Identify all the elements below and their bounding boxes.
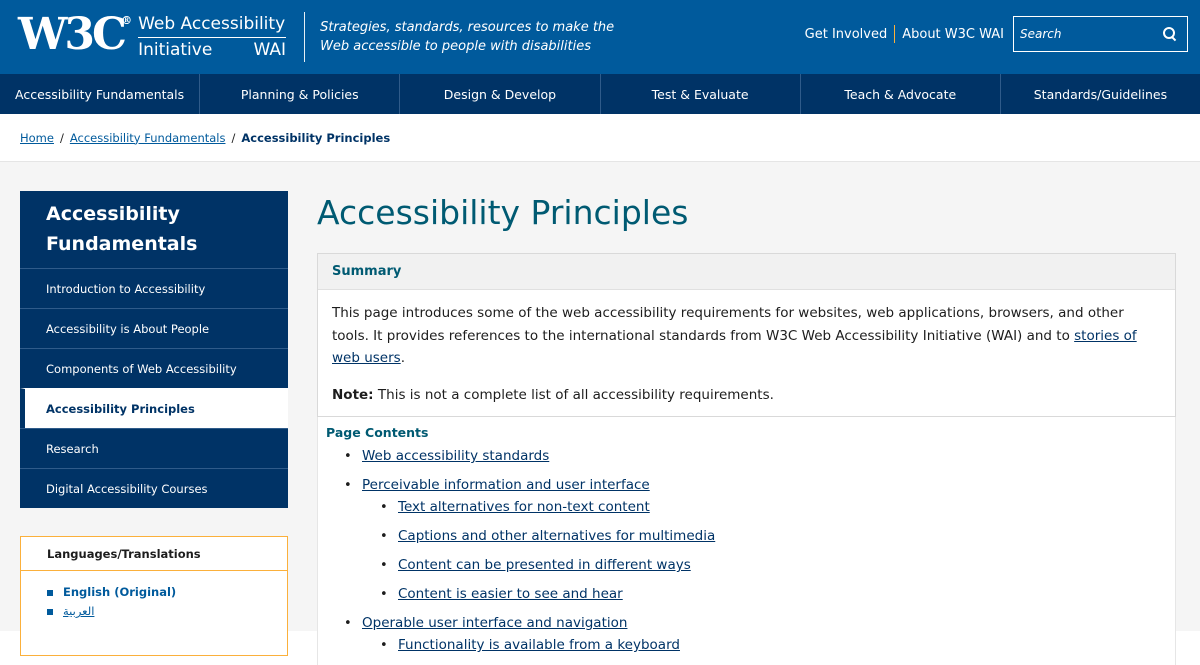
bullet-dot-icon: • — [344, 478, 352, 493]
toc-sublist — [344, 498, 1167, 604]
breadcrumb-separator: / — [59, 130, 64, 145]
note-label: Note: — [332, 386, 374, 403]
breadcrumb-home[interactable]: Home — [20, 130, 54, 145]
logo-initiative: Initiative — [138, 39, 213, 60]
toc-item — [344, 447, 1167, 466]
toc-subitem — [380, 636, 1167, 655]
page-body — [0, 162, 1200, 653]
nav-item-test[interactable]: Test & Evaluate — [601, 74, 801, 114]
summary-paragraph — [332, 302, 1161, 370]
nav-item-teach[interactable]: Teach & Advocate — [801, 74, 1001, 114]
bullet-dot-icon: • — [380, 529, 388, 544]
get-involved-link[interactable]: Get Involved — [804, 26, 888, 42]
registered-mark: ® — [121, 14, 133, 27]
nav-item-design[interactable]: Design & Develop — [400, 74, 600, 114]
sidebar — [20, 191, 288, 656]
toc-link-keyboard[interactable]: Functionality is available from a keyboard — [398, 637, 680, 653]
search-input[interactable] — [1020, 27, 1150, 41]
wai-logo[interactable] — [18, 0, 286, 74]
logo-wai: WAI — [253, 39, 287, 60]
sidebar-item-components[interactable]: Components of Web Accessibility — [20, 348, 288, 388]
toc-link-standards[interactable]: Web accessibility standards — [362, 448, 550, 464]
summary-body — [318, 290, 1175, 416]
language-item — [47, 583, 287, 602]
site-header — [0, 0, 1200, 74]
header-utility — [798, 16, 1188, 52]
note-paragraph — [332, 384, 1161, 407]
section-nav-title-line2: Fundamentals — [46, 233, 198, 255]
summary-heading: Summary — [318, 254, 1175, 290]
page-contents-title: Page Contents — [326, 425, 429, 440]
site-tagline: Strategies, standards, resources to make the Web accessible to people with disabilities — [320, 20, 615, 54]
toc-item — [344, 476, 1167, 604]
search-box — [1013, 16, 1188, 52]
language-item — [47, 602, 287, 621]
main-content — [317, 162, 1176, 665]
bullet-dot-icon: • — [344, 616, 352, 631]
summary-text: This page introduces some of the web accessibility requirements for websites, web applications, browsers, and other tools. It provides references to the international standards from W3C Web Accessibility Initiative (WAI) and to — [332, 305, 1124, 344]
languages-title: Languages/Translations — [21, 537, 287, 571]
bullet-dot-icon: • — [380, 638, 388, 653]
bullet-square-icon — [47, 590, 53, 596]
bullet-square-icon — [47, 609, 53, 615]
sidebar-item-courses[interactable]: Digital Accessibility Courses — [20, 468, 288, 508]
nav-item-planning[interactable]: Planning & Policies — [200, 74, 400, 114]
languages-box — [20, 536, 288, 656]
search-icon[interactable] — [1163, 27, 1177, 41]
page-contents — [317, 417, 1176, 665]
toc-link-adaptable[interactable]: Content can be presented in different ways — [398, 557, 691, 573]
page-title: Accessibility Principles — [317, 193, 689, 232]
toc-subitem — [380, 556, 1167, 575]
language-arabic-link[interactable]: العربية — [63, 604, 95, 618]
breadcrumb — [0, 114, 1200, 162]
toc-link-distinguishable[interactable]: Content is easier to see and hear — [398, 586, 623, 602]
languages-list — [21, 571, 287, 621]
breadcrumb-separator: / — [231, 130, 236, 145]
logo-line1: Web Accessibility — [138, 13, 286, 38]
section-nav-title-line1: Accessibility — [46, 203, 180, 225]
language-english: English (Original) — [63, 585, 177, 599]
toc-list — [326, 447, 1167, 655]
toc-subitem — [380, 585, 1167, 604]
sidebar-item-research[interactable]: Research — [20, 428, 288, 468]
note-text: This is not a complete list of all accessibility requirements. — [373, 386, 774, 403]
toc-link-perceivable[interactable]: Perceivable information and user interface — [362, 477, 650, 493]
bullet-dot-icon: • — [380, 587, 388, 602]
toc-subitem — [380, 527, 1167, 546]
bullet-dot-icon: • — [380, 500, 388, 515]
toc-subitem — [380, 498, 1167, 517]
breadcrumb-parent[interactable]: Accessibility Fundamentals — [69, 130, 226, 145]
toc-item — [344, 614, 1167, 655]
w3c-logo-text: W3C — [18, 9, 125, 60]
nav-item-fundamentals[interactable]: Accessibility Fundamentals — [0, 74, 200, 114]
wai-wordmark — [138, 13, 286, 62]
sidebar-item-introduction[interactable]: Introduction to Accessibility — [20, 268, 288, 308]
summary-text-end: . — [400, 350, 405, 366]
section-nav — [20, 191, 288, 508]
bullet-dot-icon: • — [344, 449, 352, 464]
main-nav — [0, 74, 1200, 114]
about-wai-link[interactable]: About W3C WAI — [902, 26, 1004, 42]
tagline-divider — [304, 12, 305, 62]
breadcrumb-current: Accessibility Principles — [241, 130, 391, 145]
toc-link-captions[interactable]: Captions and other alternatives for multimedia — [398, 528, 716, 544]
logo-line2 — [138, 38, 286, 62]
summary-box — [317, 253, 1176, 417]
sidebar-item-people[interactable]: Accessibility is About People — [20, 308, 288, 348]
bullet-dot-icon: • — [380, 558, 388, 573]
w3c-logo — [18, 9, 133, 60]
toc-link-text-alternatives[interactable]: Text alternatives for non-text content — [398, 499, 650, 515]
section-nav-title[interactable] — [20, 191, 288, 268]
toc-sublist — [344, 636, 1167, 655]
nav-item-standards[interactable]: Standards/Guidelines — [1033, 86, 1168, 102]
stories-of-web-users-link[interactable]: stories of web users — [332, 327, 1137, 366]
sidebar-item-principles[interactable]: Accessibility Principles — [20, 388, 288, 428]
toc-link-operable[interactable]: Operable user interface and navigation — [362, 615, 628, 631]
